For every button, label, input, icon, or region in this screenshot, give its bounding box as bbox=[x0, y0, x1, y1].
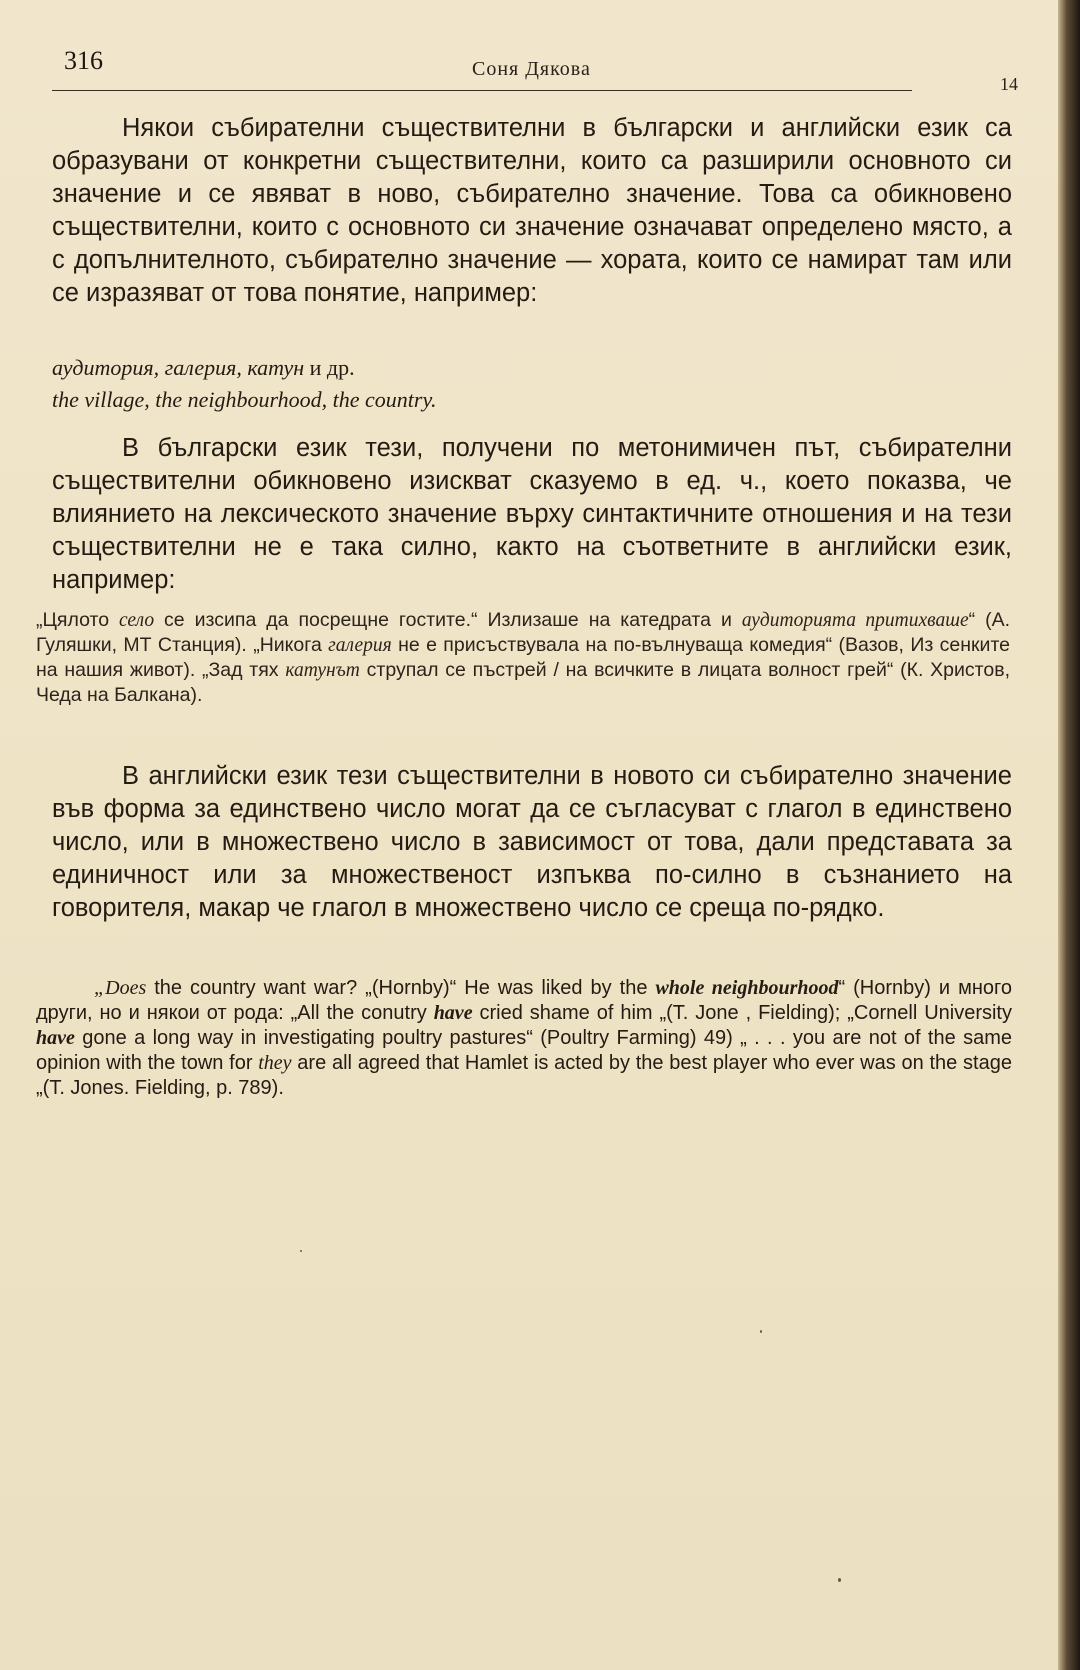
examples-bulgarian: аудитория, галерия, катун и др. bbox=[52, 355, 355, 380]
english-quotations: „Does the country want war? „(Hornby)“ He was liked by the whole neighbourhood“ (Hornby) и много други, но и някои от рода: „All the conutry have cried shame of him „(T. Jone , Fielding); „Cornell University have gone a long way in investigating poultry pastures“ (Poultry Farming) 49) „ . . . you are not of the same opinion with the town for they are all agreed that Hamlet is acted by the best player who ever was on the stage „(T. Jones. Fielding, p. 789). bbox=[36, 977, 1012, 1099]
examples-block bbox=[52, 352, 1012, 416]
page-number: 316 bbox=[64, 46, 103, 75]
examples-english: the village, the neighbourhood, the country. bbox=[52, 387, 437, 412]
paper-speck bbox=[300, 1250, 302, 1252]
paragraph-bulgarian-agreement: В български език тези, получени по метонимичен път, събирателни съществителни обикновено изискват сказуемо в ед. ч., което показва, че влиянието на лексическото значение върху синтактичните отношения и на тези съществителни не е така силно, както на съответните в английски език, например: bbox=[52, 434, 1012, 594]
bulgarian-quotations: „Цялото село се изсипа да посрещне гостите.“ Излизаше на катедрата и аудиторията притихваше“ (А. Гуляшки, МТ Станция). „Никога галерия не е присъствувала на по-вълнуваща комедия“ (Вазов, Из сенките на нашия живот). „Зад тях катунът струпал се пъстрей / на всичките в лицата волност грей“ (К. Христов, Чеда на Балкана). bbox=[36, 609, 1011, 706]
book-spine-shadow bbox=[1058, 0, 1080, 1670]
folio-mark: 14 bbox=[1000, 74, 1018, 94]
paragraph-english-agreement: В английски език тези съществителни в новото си събирателно значение във форма за единствено число могат да се съгласуват с глагол в единствено число, или в множествено число в зависимост от това, дали представата за единичност или за множественост изпъква по-силно в съзнанието на говорителя, макар че глагол в множествено число се среща по-рядко. bbox=[52, 762, 1012, 922]
page-header bbox=[52, 44, 1018, 100]
header-rule bbox=[52, 90, 912, 91]
paragraph-collective-nouns-intro: Някои събирателни съществителни в български и английски език са образувани от конкретни съществителни, които са разширили основното си значение и се явяват в ново, събирателно значение. Това са обикновено съществителни, които с основното си значение означават определено място, а с допълнителното, събирателно значение — хората, които се намират там или се изразяват от това понятие, например: bbox=[52, 114, 1012, 307]
paper-speck bbox=[760, 1330, 762, 1333]
paper-speck bbox=[838, 1578, 841, 1582]
running-head-author: Соня Дякова bbox=[472, 58, 591, 80]
